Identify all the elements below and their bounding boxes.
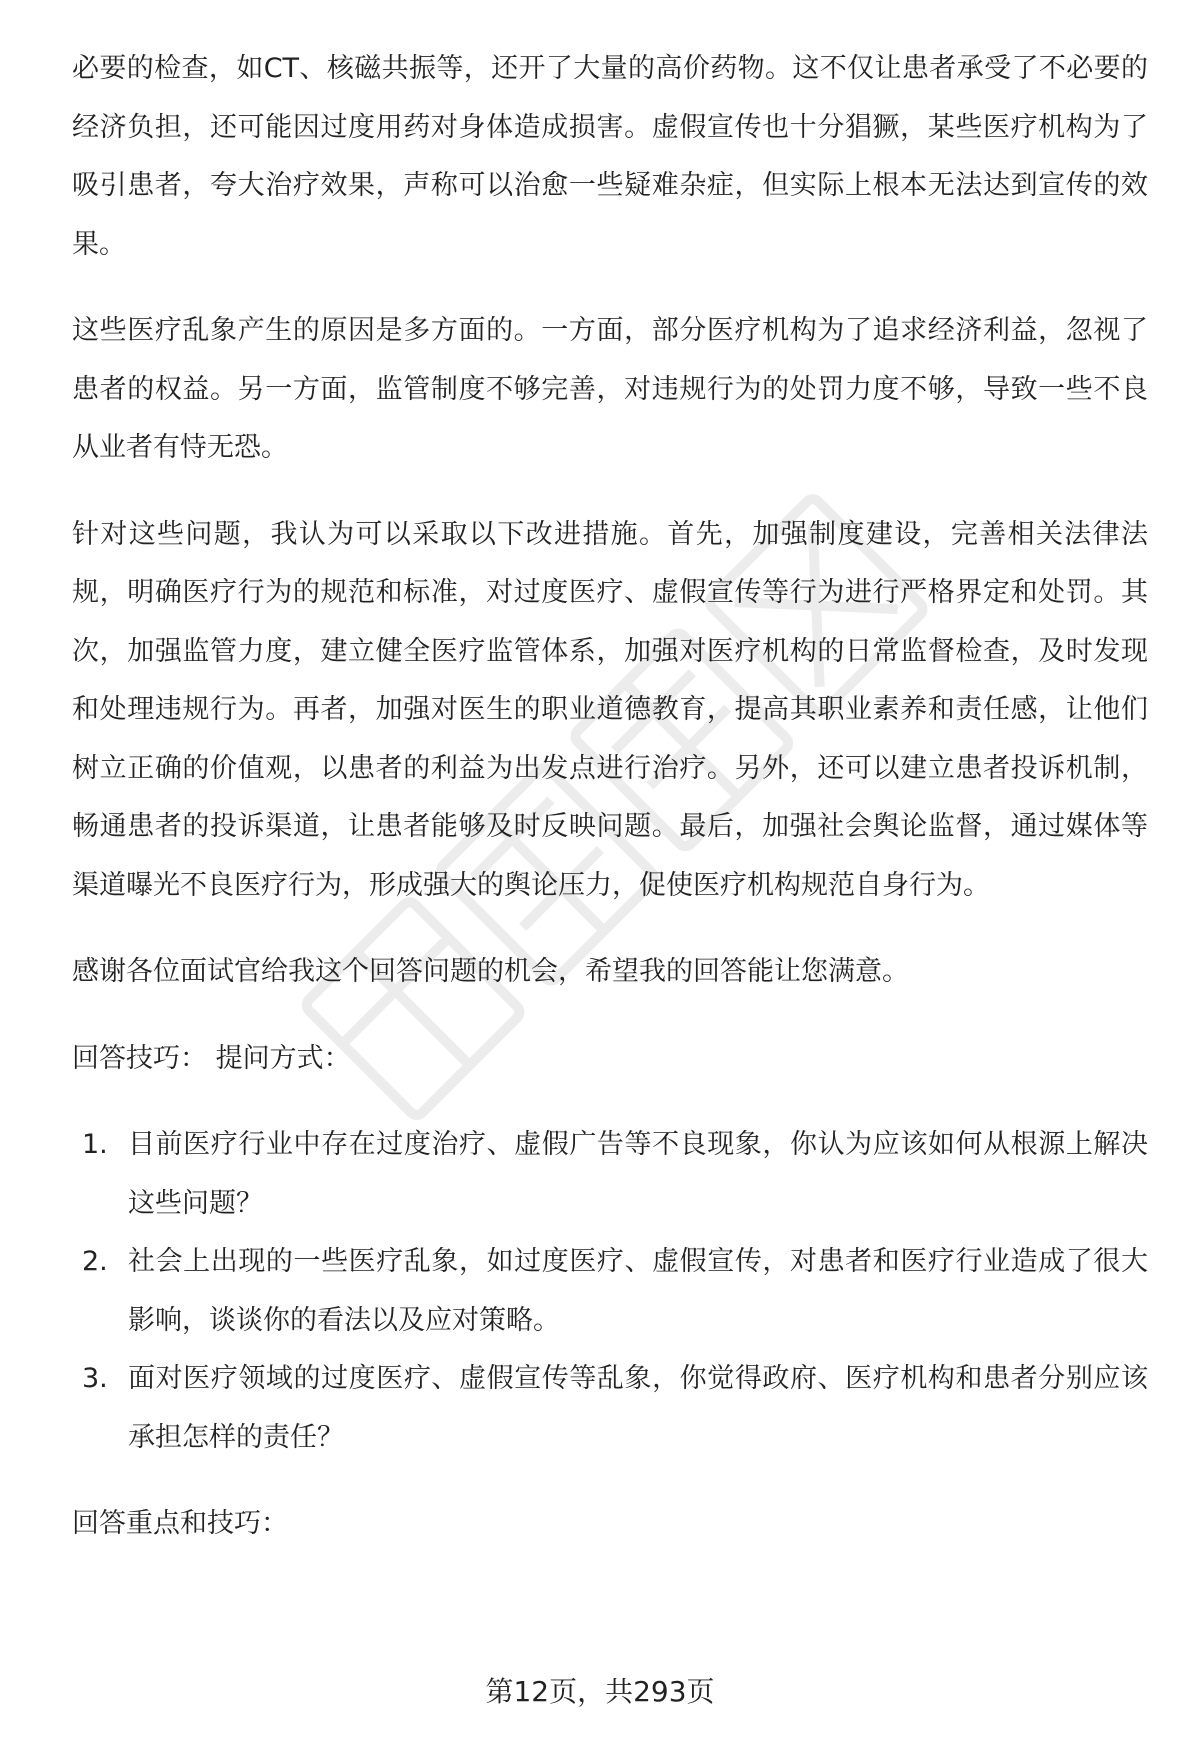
tips-heading: 回答技巧： 提问方式： [72,1042,351,1074]
list-item-number: 2. [82,1246,108,1277]
list-item-text: 社会上出现的一些医疗乱象，如过度医疗、虚假宣传，对患者和医疗行业造成了很大影响，谈谈你的看法以及应对策略。 [128,1246,1148,1336]
list-item [72,1233,1148,1350]
list-item [72,1116,1148,1233]
list-item-number: 1. [82,1129,108,1160]
list-item-text: 面对医疗领域的过度医疗、虚假宣传等乱象，你觉得政府、医疗机构和患者分别应该承担怎样的责任？ [128,1363,1148,1453]
list-item-number: 3. [82,1363,108,1394]
paragraph-measures: 针对这些问题，我认为可以采取以下改进措施。首先，加强制度建设，完善相关法律法规，明确医疗行为的规范和标准，对过度医疗、虚假宣传等行为进行严格界定和处罚。其次，加强监管力度，建立健全医疗监管体系，加强对医疗机构的日常监督检查，及时发现和处理违规行为。再者，加强对医生的职业道德教育，提高其职业素养和责任感，让他们树立正确的价值观，以患者的利益为出发点进行治疗。另外，还可以建立患者投诉机制，畅通患者的投诉渠道，让患者能够及时反映问题。最后，加强社会舆论监督，通过媒体等渠道曝光不良医疗行为，形成强大的舆论压力，促使医疗机构规范自身行为。 [72,518,1148,901]
list-item [72,1350,1148,1467]
page-number: 第12页，共293页 [485,1675,715,1708]
key-points-heading: 回答重点和技巧： [72,1508,288,1539]
paragraph-causes: 这些医疗乱象产生的原因是多方面的。一方面，部分医疗机构为了追求经济利益，忽视了患者的权益。另一方面，监管制度不够完善，对违规行为的处罚力度不够，导致一些不良从业者有恃无恐。 [72,315,1148,463]
question-list [72,1116,1148,1467]
document-body [72,40,1148,1582]
paragraph-overtreatment: 必要的检查，如CT、核磁共振等，还开了大量的高价药物。这不仅让患者承受了不必要的经济负担，还可能因过度用药对身体造成损害。虚假宣传也十分猖獗，某些医疗机构为了吸引患者，夸大治疗效果，声称可以治愈一些疑难杂症，但实际上根本无法达到宣传的效果。 [72,53,1148,260]
paragraph-thanks: 感谢各位面试官给我这个回答问题的机会，希望我的回答能让您满意。 [72,956,909,987]
list-item-text: 目前医疗行业中存在过度治疗、虚假广告等不良现象，你认为应该如何从根源上解决这些问题？ [128,1129,1148,1219]
